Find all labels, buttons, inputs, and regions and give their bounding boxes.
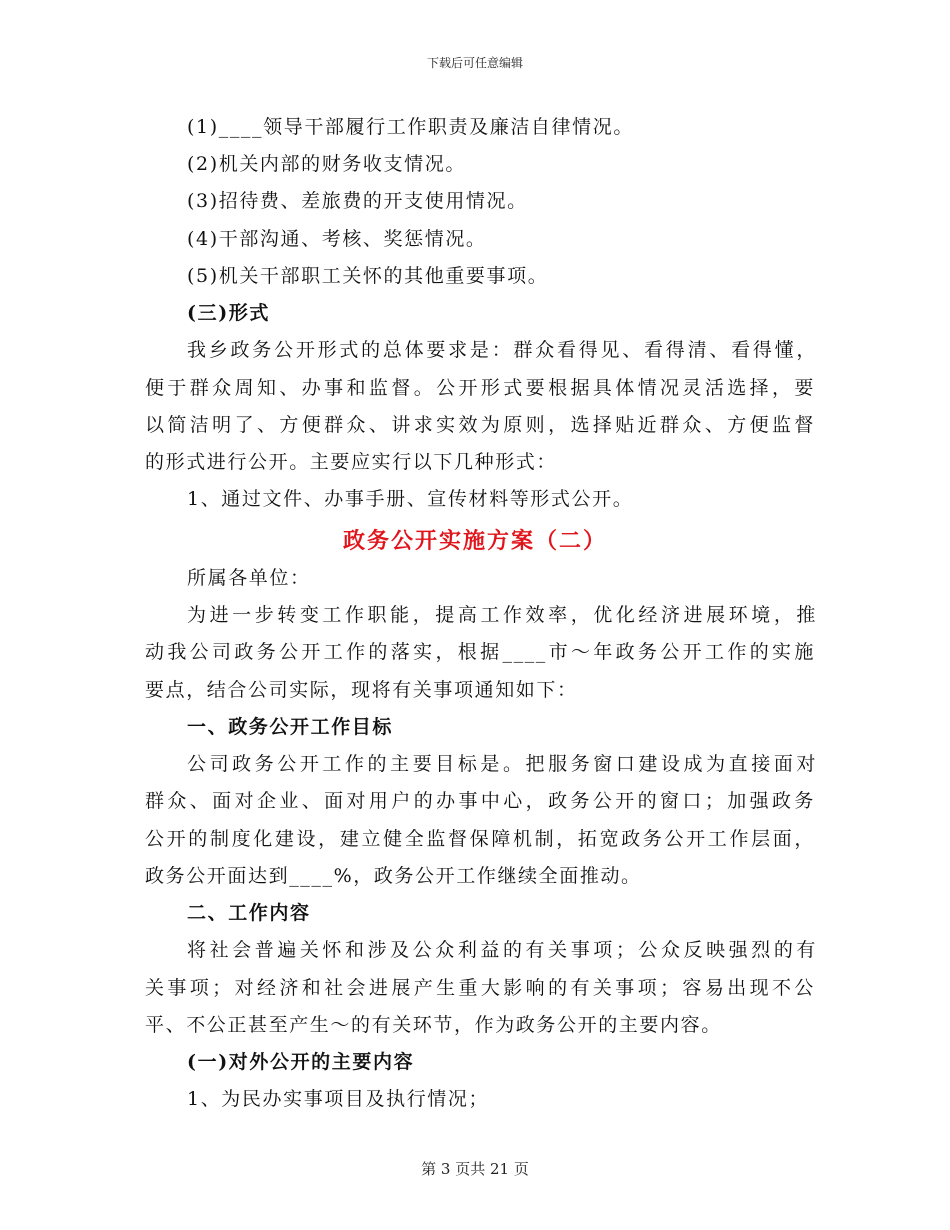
section-heading: (一)对外公开的主要内容: [187, 1051, 415, 1073]
section-heading: 一、政务公开工作目标: [187, 716, 394, 738]
section-heading: (三)形式: [187, 302, 270, 324]
document-title: 政务公开实施方案（二）: [342, 529, 607, 554]
paragraph-line: 便于群众周知、办事和监督。公开形式要根据具体情况灵活选择，要: [145, 377, 815, 399]
paragraph-line: 要点，结合公司实际，现将有关事项通知如下：: [145, 679, 578, 701]
paragraph-line: 群众、面对企业、面对用户的办事中心，政务公开的窗口；加强政务: [145, 790, 815, 812]
paragraph-line: 以简洁明了、方便群众、讲求实效为原则，选择贴近群众、方便监督: [145, 414, 815, 436]
page-footer: 第 3 页共 21 页: [421, 1160, 529, 1178]
list-item: (1)____领导干部履行工作职责及廉洁自律情况。: [187, 116, 634, 138]
paragraph-line: 将社会普遍关怀和涉及公众利益的有关事项；公众反映强烈的有: [187, 939, 817, 961]
paragraph-line: 政务公开面达到____%，政务公开工作继续全面推动。: [145, 865, 642, 887]
list-item: (2)机关内部的财务收支情况。: [187, 153, 466, 175]
paragraph-line: 关事项；对经济和社会进展产生重大影响的有关事项；容易出现不公: [145, 977, 815, 999]
paragraph-line: 公开的制度化建设，建立健全监督保障机制，拓宽政务公开工作层面，: [145, 828, 815, 850]
paragraph-line: 动我公司政务公开工作的落实，根据____市～年政务公开工作的实施: [145, 641, 815, 663]
page-header: 下载后可任意编辑: [426, 56, 523, 70]
paragraph-line: 的形式进行公开。主要应实行以下几种形式：: [145, 451, 558, 473]
paragraph-line: 为进一步转变工作职能，提高工作效率，优化经济进展环境，推: [187, 604, 817, 626]
section-heading: 二、工作内容: [187, 902, 311, 924]
list-item: (4)干部沟通、考核、奖惩情况。: [187, 228, 487, 250]
paragraph-line: 我乡政务公开形式的总体要求是：群众看得见、看得清、看得懂，: [187, 339, 817, 361]
list-item: (5)机关干部职工关怀的其他重要事项。: [187, 265, 549, 287]
paragraph-line: 平、不公正甚至产生～的有关环节，作为政务公开的主要内容。: [145, 1014, 722, 1036]
list-item: 1、为民办实事项目及执行情况；: [187, 1088, 490, 1110]
list-item: 1、通过文件、办事手册、宣传材料等形式公开。: [187, 488, 634, 510]
salutation: 所属各单位：: [187, 567, 311, 589]
list-item: (3)招待费、差旅费的开支使用情况。: [187, 190, 528, 212]
paragraph-line: 公司政务公开工作的主要目标是。把服务窗口建设成为直接面对: [187, 753, 817, 775]
